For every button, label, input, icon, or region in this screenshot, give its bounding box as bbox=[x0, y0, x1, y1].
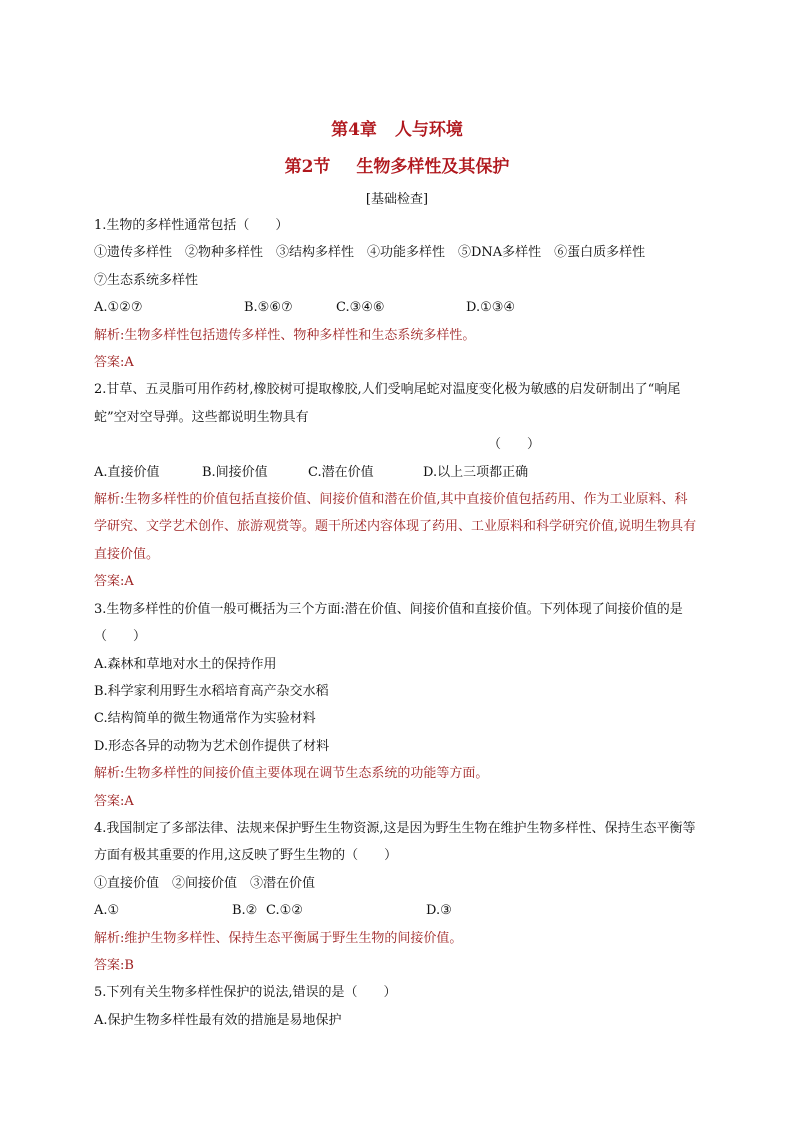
q1-stem: 1.生物的多样性通常包括（ ） bbox=[94, 218, 289, 233]
q2-option-d: D.以上三项都正确 bbox=[423, 464, 529, 480]
q2-paren: （ ） bbox=[487, 437, 540, 453]
q1-option-a: A.①②⑦ bbox=[94, 300, 143, 316]
chapter-name: 人与环境 bbox=[394, 120, 463, 140]
subsection-heading: [基础检查] bbox=[365, 192, 429, 207]
q2-option-c: C.潜在价值 bbox=[308, 464, 374, 480]
q5-option-a: A.保护生物多样性最有效的措施是易地保护 bbox=[94, 1012, 342, 1028]
q1-items-line2: ⑦生态系统多样性 bbox=[94, 272, 199, 288]
q2-stem: 2.甘草、五灵脂可用作药材,橡胶树可提取橡胶,人们受响尾蛇对温度变化极为敏感的启发研制出了“响尾蛇”空对空导弹。这些都说明生物具有 bbox=[94, 382, 681, 425]
q4-option-a: A.① bbox=[94, 903, 120, 919]
q3-option-b: B.科学家利用野生水稻培育高产杂交水稻 bbox=[94, 683, 329, 699]
q3-option-c: C.结构简单的微生物通常作为实验材料 bbox=[94, 711, 316, 727]
q1-analysis: 解析:生物多样性包括遗传多样性、物种多样性和生态系统多样性。 bbox=[94, 327, 476, 343]
q4-option-c: C.①② bbox=[266, 903, 303, 919]
q4-answer: 答案:B bbox=[94, 957, 134, 973]
q1-options bbox=[94, 294, 700, 321]
q1-option-d: D.①③④ bbox=[466, 300, 516, 316]
q4-option-d: D.③ bbox=[426, 903, 452, 919]
chapter-title bbox=[0, 115, 794, 140]
q3-answer: 答案:A bbox=[94, 793, 134, 809]
section-name: 生物多样性及其保护 bbox=[356, 157, 510, 177]
q2-options bbox=[94, 459, 700, 486]
question-list bbox=[94, 212, 700, 1034]
q4-options bbox=[94, 897, 700, 924]
q1-option-c: C.③④⑥ bbox=[336, 300, 385, 316]
q1-items-line1: ①遗传多样性 ②物种多样性 ③结构多样性 ④功能多样性 ⑤DNA多样性 ⑥蛋白质多样性 bbox=[94, 245, 646, 261]
q2-analysis: 解析:生物多样性的价值包括直接价值、间接价值和潜在价值,其中直接价值包括药用、作为工业原料、科学研究、文学艺术创作、旅游观赏等。题干所述内容体现了药用、工业原料和科学研究价值,说明生物具有直接价值。 bbox=[94, 492, 697, 562]
q4-items: ①直接价值 ②间接价值 ③潜在价值 bbox=[94, 875, 316, 891]
q4-option-b: B.② bbox=[232, 903, 258, 919]
section-title bbox=[0, 152, 794, 177]
section-label: 第2节 bbox=[284, 157, 331, 177]
q3-stem: 3.生物多样性的价值一般可概括为三个方面:潜在价值、间接价值和直接价值。下列体现了间接价值的是（ ） bbox=[94, 601, 683, 645]
q3-option-d: D.形态各异的动物为艺术创作提供了材料 bbox=[94, 738, 330, 754]
q4-analysis: 解析:维护生物多样性、保持生态平衡属于野生生物的间接价值。 bbox=[94, 930, 463, 946]
q3-option-a: A.森林和草地对水土的保持作用 bbox=[94, 656, 277, 672]
q4-stem: 4.我国制定了多部法律、法规来保护野生生物资源,这是因为野生生物在维护生物多样性、保持生态平衡等方面有极其重要的作用,这反映了野生生物的（ ） bbox=[94, 820, 696, 864]
q5-stem: 5.下列有关生物多样性保护的说法,错误的是（ ） bbox=[94, 985, 397, 1001]
q1-option-b: B.⑤⑥⑦ bbox=[244, 300, 293, 316]
chapter-label: 第4章 bbox=[331, 120, 377, 140]
q2-option-a: A.直接价值 bbox=[94, 464, 160, 480]
q2-option-b: B.间接价值 bbox=[202, 464, 268, 480]
q1-answer: 答案:A bbox=[94, 355, 134, 371]
q3-analysis: 解析:生物多样性的间接价值主要体现在调节生态系统的功能等方面。 bbox=[94, 766, 489, 782]
q2-answer: 答案:A bbox=[94, 574, 134, 590]
